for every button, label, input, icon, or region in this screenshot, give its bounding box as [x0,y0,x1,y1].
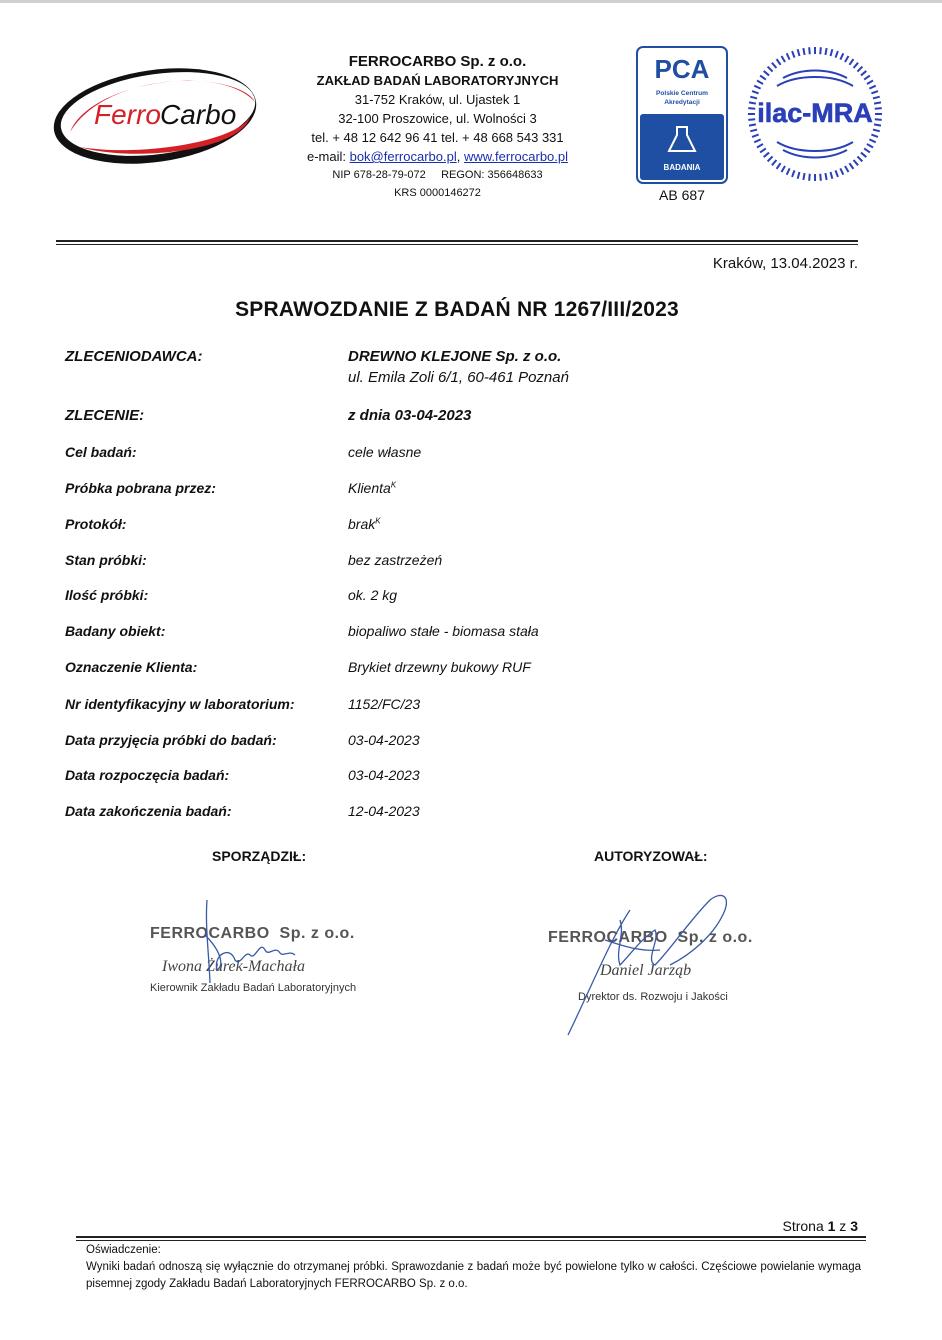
left-stamp-name: Iwona Żurek-Machała [162,958,305,975]
ilac-ring-tick [772,63,776,68]
ilac-ring-tick [798,172,800,179]
ilac-ring-tick [750,97,757,99]
ilac-ring-tick [854,63,858,68]
footer-text: Wyniki badań odnoszą się wyłącznie do otrzymanej próbki. Sprawozdanie z badań może być powielone tylko w całości. Częściowe powielanie wymaga pisemnej zgody Zakładu Badań Laboratoryjnych FERROCARBO Sp. z o.o. [86,1261,861,1290]
ilac-ring-tick [869,86,875,89]
ilac-ring-tick [764,71,769,75]
ilac-ring-tick [798,49,800,56]
email-prefix: e-mail: [306,149,350,164]
ilac-ring-tick [871,91,878,93]
website-link[interactable]: www.ferrocarbo.pl [463,149,569,164]
ilac-ring-tick [782,56,786,62]
address-line-1: 31-752 Kraków, ul. Ujastek 1 [354,92,521,107]
ilac-ring-tick [867,144,873,148]
field-label: Protokół: [65,516,127,532]
ilac-mra-logo [747,44,883,184]
ilac-ring-tick [782,166,786,172]
ferrocarbo-logo [50,62,260,170]
ilac-ring-tick [768,156,773,161]
field-label: Data przyjęcia próbki do badań: [65,732,277,748]
link-separator: , [456,149,464,164]
field-value: Klienta$^K$ [348,480,397,496]
field-value: brak$^K$ [348,516,381,532]
ilac-ring-tick [861,71,866,75]
ilac-ring-tick [825,48,826,55]
ilac-ring-tick [760,76,766,80]
ilac-ring-tick [749,124,756,125]
field-label: Badany obiekt: [65,623,166,639]
email-link[interactable]: bok@ferrocarbo.pl [349,149,457,164]
ilac-ring-tick [787,168,790,174]
ilac-ring-tick [864,148,870,152]
left-handwritten-signature [195,895,315,990]
ilac-ring-tick [840,53,843,59]
ilac-ring-tick [820,174,821,181]
ilac-ring-tick [809,174,810,181]
field-value: 12-04-2023 [348,803,420,819]
field-label: Stan próbki: [65,552,147,568]
ilac-ring-tick [861,153,866,157]
ilac-ring-tick [836,170,838,177]
ilac-ring-tick [748,108,755,109]
page-number: Strona 1 z 3 [782,1218,858,1234]
ilac-ring-tick [768,67,773,72]
ilac-ring-tick [867,81,873,85]
svg-text:Carbo: Carbo [160,99,237,130]
field-value: 03-04-2023 [348,732,420,748]
field-value: 03-04-2023 [348,767,420,783]
field-label: Cel badań: [65,444,137,460]
ilac-text: ilac-MRA [757,98,873,128]
report-title: SPRAWOZDANIE Z BADAŃ NR 1267/III/2023 [235,298,679,321]
client-name: DREWNO KLEJONE Sp. z o.o. [348,348,562,365]
ilac-ring-tick [792,51,794,58]
ilac-ring-tick [857,156,862,161]
ilac-ring-tick [772,160,776,165]
ilac-ring-tick [857,67,862,72]
authorized-by-label: AUTORYZOWAŁ: [594,848,708,864]
field-value: Brykiet drzewny bukowy RUF [348,659,531,675]
ilac-ring-tick [754,86,760,89]
ilac-ring-tick [875,108,882,109]
ilac-ring-tick [803,173,804,180]
ilac-ring-tick [752,91,759,93]
ilac-ring-tick [757,81,763,85]
field-label: Ilość próbki: [65,587,149,603]
header-rule-thin [56,244,858,245]
ilac-ring-tick [777,163,781,169]
right-stamp-name: Daniel Jarząb [600,962,692,979]
phone-line: tel. + 48 12 642 96 41 tel. + 48 668 543 331 [311,130,564,145]
ilac-ring-tick [873,97,880,99]
ilac-ring-tick [754,139,760,142]
left-stamp-role: Kierownik Zakładu Badań Laboratoryjnych [150,982,357,994]
krs-number: KRS 0000146272 [394,187,481,199]
ilac-ring-tick [803,48,804,55]
client-label: ZLECENIODAWCA: [65,348,203,365]
ilac-ring-tick [875,119,882,120]
email-line [270,147,605,166]
ilac-ring-tick [871,135,878,137]
ilac-ring-tick [787,53,790,59]
right-handwritten-signature [560,880,740,1040]
pca-accreditation-badge [636,46,728,184]
pca-badania-label: BADANIA [663,163,701,172]
ilac-ring-tick [873,130,880,132]
svg-text:Ferro: Ferro [94,99,161,130]
right-stamp-role: Dyrektor ds. Rozwoju i Jakości [578,991,728,1003]
ilac-ring-tick [809,47,810,54]
order-label: ZLECENIE: [65,407,145,424]
ilac-ring-tick [777,59,781,65]
company-name: FERROCARBO Sp. z o.o. [348,53,527,70]
footer-statement [86,1242,861,1293]
ilac-ring-tick [836,51,838,58]
footer-rule-thin [76,1240,866,1241]
field-label: Data rozpoczęcia badań: [65,767,230,783]
accreditation-number: AB 687 [659,187,705,203]
company-header [270,52,605,202]
order-value: z dnia 03-04-2023 [348,407,472,424]
ilac-ring-tick [764,153,769,157]
nip-regon: NIP 678-28-79-072 REGON: 356648633 [332,169,543,181]
header-rule-thick [56,240,858,242]
field-value: bez zastrzeżeń [348,552,443,568]
ilac-ring-tick [864,76,870,80]
ilac-ring-tick [825,173,826,180]
ilac-ring-tick [749,102,756,103]
ilac-ring-tick [748,119,755,120]
right-stamp-company: FERROCARBO Sp. z o.o. [548,929,753,946]
ilac-ring-tick [869,139,875,142]
ilac-ring-tick [831,172,833,179]
address-line-2: 32-100 Proszowice, ul. Wolności 3 [338,111,537,126]
ilac-ring-tick [840,168,843,174]
field-label: Oznaczenie Klienta: [65,659,198,675]
pca-title: PCA [654,54,710,84]
ilac-ring-tick [849,163,853,169]
top-border [0,0,942,3]
pca-subtitle-1: Polskie Centrum [655,90,709,97]
ilac-ring-tick [760,148,766,152]
field-value: 1152/FC/23 [348,696,421,712]
field-value: ok. 2 kg [348,587,398,603]
client-address: ul. Emila Zoli 6/1, 60-461 Poznań [348,369,569,386]
ilac-ring-tick [845,56,849,62]
ilac-ring-tick [757,144,763,148]
ilac-ring-tick [831,49,833,56]
field-value: cele własne [348,444,422,460]
lab-name: ZAKŁAD BADAŃ LABORATORYJNYCH [316,73,559,88]
ilac-ring-tick [820,47,821,54]
ilac-ring-tick [752,135,759,137]
ilac-ring-tick [874,124,881,125]
left-stamp-company: FERROCARBO Sp. z o.o. [150,925,355,942]
ilac-ring-tick [854,160,858,165]
ilac-ring-tick [792,170,794,177]
field-value: biopaliwo stałe - biomasa stała [348,623,539,639]
footer-heading: Oświadczenie: [86,1244,161,1256]
report-date: Kraków, 13.04.2023 r. [712,255,858,272]
field-label: Data zakończenia badań: [65,803,232,819]
prepared-by-label: SPORZĄDZIŁ: [212,848,307,864]
footer-rule-thick [76,1236,866,1238]
ilac-ring-tick [845,166,849,172]
field-label: Nr identyfikacyjny w laboratorium: [65,696,295,712]
ilac-ring-tick [874,102,881,103]
ilac-ring-tick [849,59,853,65]
pca-subtitle-2: Akredytacji [664,99,700,106]
ilac-ring-tick [750,130,757,132]
field-label: Próbka pobrana przez: [65,480,216,496]
